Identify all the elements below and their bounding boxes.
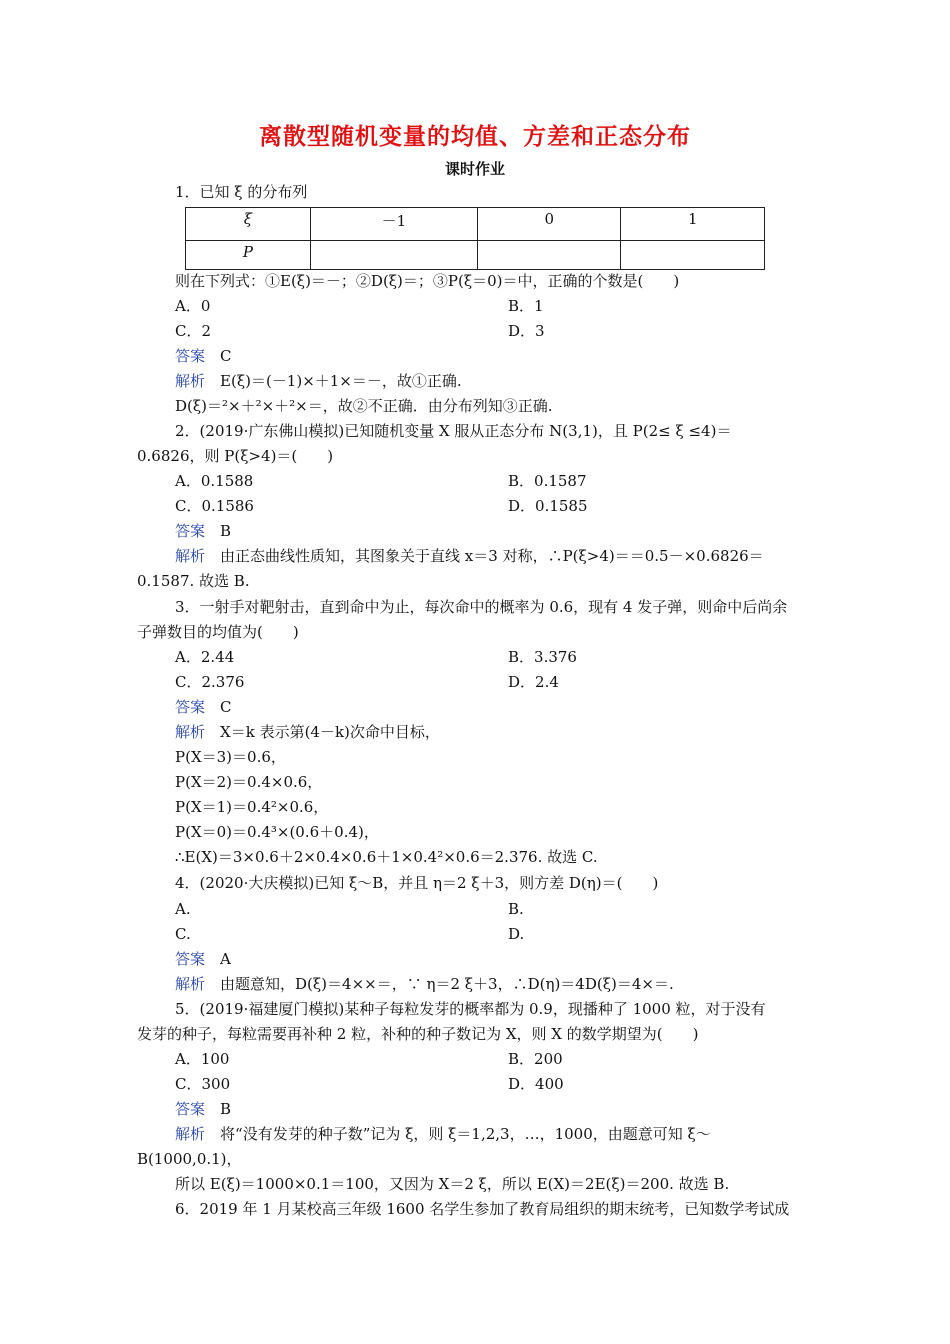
page-subtitle: 课时作业	[444, 160, 505, 178]
q3-option-a: A．2.44	[175, 648, 235, 666]
q5-analysis-2: B(1000,0.1)，	[137, 1150, 242, 1168]
analysis-text: 将“没有发芽的种子数”记为 ξ，则 ξ＝1,2,3，…，1000，由题意可知 ξ～	[220, 1125, 711, 1143]
q3-answer	[175, 697, 232, 717]
table-row	[186, 240, 765, 269]
q6-line-1: 6．2019 年 1 月某校高三年级 1600 名学生参加了教育局组织的期末统考，已知数学考试成	[175, 1200, 790, 1218]
analysis-label: 解析	[175, 547, 206, 565]
q1-analysis-2: D(ξ)＝²×＋²×＋²×＝，故②不正确．由分布列知③正确.	[175, 397, 553, 415]
q1-option-a: A．0	[175, 297, 211, 315]
q1-option-c: C．2	[175, 322, 212, 340]
q1-question: 则在下列式：①E(ξ)＝－；②D(ξ)＝；③P(ξ＝0)＝中，正确的个数是( )	[175, 272, 680, 290]
q4-option-d: D.	[508, 925, 525, 943]
q5-option-d: D．400	[508, 1075, 564, 1093]
analysis-text: X＝k 表示第(4－k)次命中目标，	[220, 723, 440, 741]
q5-line-2: 发芽的种子，每粒需要再补种 2 粒，补种的种子数记为 X，则 X 的数学期望为( )	[137, 1025, 699, 1043]
answer-value: C	[220, 347, 232, 365]
table-cell: －1	[310, 208, 477, 241]
answer-label: 答案	[175, 950, 206, 968]
analysis-text: 由正态曲线性质知，其图象关于直线 x＝3 对称，∴P(ξ>4)＝＝0.5－×0.6826＝	[220, 547, 764, 565]
page-title: 离散型随机变量的均值、方差和正态分布	[259, 123, 691, 150]
table-cell	[478, 240, 621, 269]
q1-answer	[175, 346, 232, 366]
answer-label: 答案	[175, 522, 206, 540]
q1-stem: 1．已知 ξ 的分布列	[175, 183, 308, 201]
q3-analysis-2: P(X＝3)＝0.6，	[175, 748, 286, 766]
q3-analysis-5: P(X＝0)＝0.4³×(0.6＋0.4)，	[175, 823, 379, 841]
analysis-text: E(ξ)＝(－1)×＋1×＝－，故①正确.	[220, 372, 462, 390]
q2-analysis-2: 0.1587. 故选 B.	[137, 572, 250, 590]
distribution-table	[185, 207, 765, 270]
q1-option-b: B．1	[508, 297, 544, 315]
q2-option-b: B．0.1587	[508, 472, 587, 490]
analysis-label: 解析	[175, 372, 206, 390]
q2-analysis-1	[175, 546, 764, 566]
q5-analysis-1	[175, 1124, 711, 1144]
table-cell: ξ	[186, 208, 311, 241]
q1-analysis-1	[175, 371, 462, 391]
q3-analysis-6: ∴E(X)＝3×0.6＋2×0.4×0.6＋1×0.4²×0.6＝2.376. 故选 C.	[175, 848, 598, 866]
q4-option-b: B.	[508, 900, 524, 918]
answer-value: B	[220, 1100, 232, 1118]
q2-answer	[175, 521, 231, 541]
q2-line-2: 0.6826，则 P(ξ>4)＝( )	[137, 447, 334, 465]
q5-line-1: 5．(2019·福建厦门模拟)某种子每粒发芽的概率都为 0.9，现播种了 1000 粒，对于没有	[175, 1000, 766, 1018]
q3-line-1: 3．一射手对靶射击，直到命中为止，每次命中的概率为 0.6，现有 4 发子弹，则命中后尚余	[175, 598, 788, 616]
q4-analysis-1	[175, 974, 674, 994]
q5-option-a: A．100	[175, 1050, 230, 1068]
q3-analysis-4: P(X＝1)＝0.4²×0.6，	[175, 798, 329, 816]
table-cell	[621, 240, 765, 269]
analysis-label: 解析	[175, 975, 206, 993]
q5-answer	[175, 1099, 231, 1119]
analysis-label: 解析	[175, 723, 206, 741]
q3-line-2: 子弹数目的均值为( )	[137, 623, 299, 641]
q5-option-c: C．300	[175, 1075, 231, 1093]
q3-option-d: D．2.4	[508, 673, 559, 691]
answer-value: B	[220, 522, 232, 540]
table-cell: 0	[478, 208, 621, 241]
q4-answer	[175, 949, 231, 969]
q2-option-c: C．0.1586	[175, 497, 254, 515]
q4-option-a: A.	[175, 900, 191, 918]
table-cell	[310, 240, 477, 269]
q2-option-d: D．0.1585	[508, 497, 588, 515]
answer-value: A	[220, 950, 231, 968]
answer-value: C	[220, 698, 232, 716]
q2-option-a: A．0.1588	[175, 472, 254, 490]
q5-option-b: B．200	[508, 1050, 563, 1068]
q4-option-c: C.	[175, 925, 191, 943]
answer-label: 答案	[175, 698, 206, 716]
answer-label: 答案	[175, 347, 206, 365]
q4-line-1: 4．(2020·大庆模拟)已知 ξ～B，并且 η＝2 ξ＋3，则方差 D(η)＝( )	[175, 874, 659, 892]
q5-analysis-3: 所以 E(ξ)＝1000×0.1＝100，又因为 X＝2 ξ，所以 E(X)＝2E(ξ)＝200. 故选 B.	[175, 1175, 730, 1193]
table-cell: P	[186, 240, 311, 269]
q3-analysis-1	[175, 722, 440, 742]
q3-option-c: C．2.376	[175, 673, 245, 691]
q1-option-d: D．3	[508, 322, 545, 340]
q2-line-1: 2．(2019·广东佛山模拟)已知随机变量 X 服从正态分布 N(3,1)，且 P(2≤ ξ ≤4)＝	[175, 422, 732, 440]
q3-option-b: B．3.376	[508, 648, 577, 666]
answer-label: 答案	[175, 1100, 206, 1118]
analysis-label: 解析	[175, 1125, 206, 1143]
table-cell: 1	[621, 208, 765, 241]
q3-analysis-3: P(X＝2)＝0.4×0.6，	[175, 773, 323, 791]
table-row	[186, 208, 765, 241]
analysis-text: 由题意知，D(ξ)＝4××＝，∵ η＝2 ξ＋3，∴D(η)＝4D(ξ)＝4×＝.	[220, 975, 674, 993]
